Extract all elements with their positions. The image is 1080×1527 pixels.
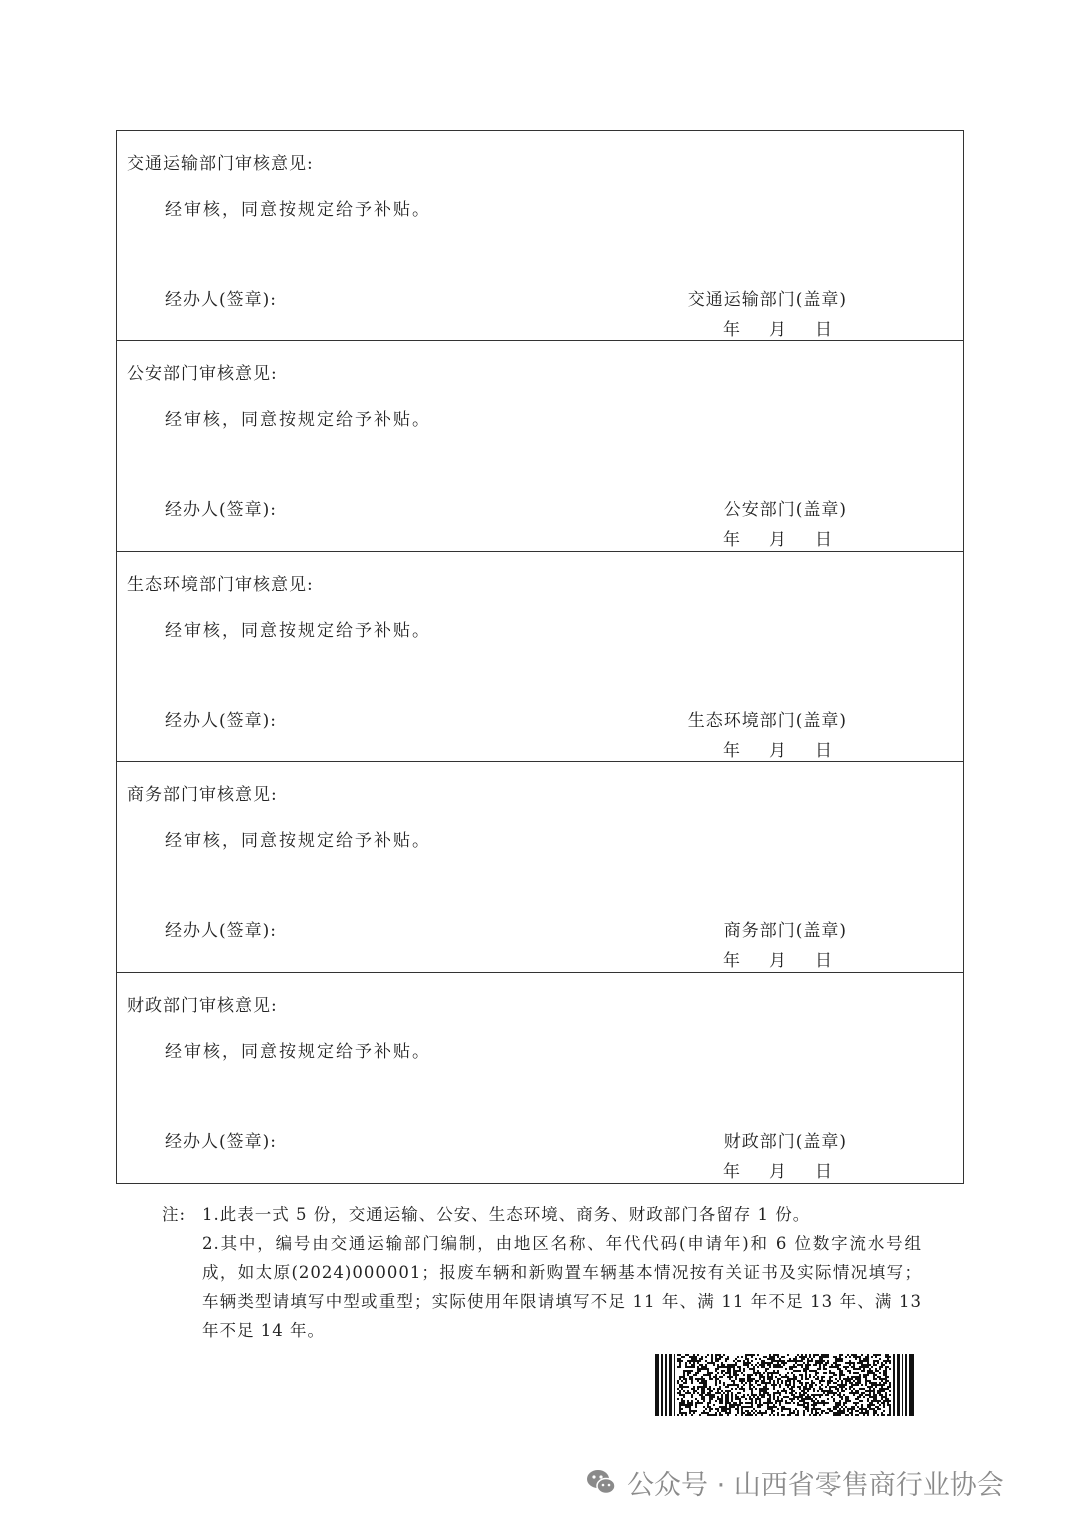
day-label: 日: [815, 740, 833, 761]
department-stamp-label: 商务部门(盖章): [723, 921, 847, 942]
handler-signature-label: 经办人(签章):: [165, 710, 277, 731]
review-section: [117, 341, 963, 551]
date-line: [723, 736, 833, 761]
date-line: [723, 315, 833, 340]
handler-signature-label: 经办人(签章):: [165, 290, 277, 310]
day-label: 日: [815, 320, 833, 340]
month-label: 月: [769, 740, 787, 761]
day-label: 日: [815, 1161, 833, 1182]
month-label: 月: [769, 320, 787, 340]
section-title: 财政部门审核意见:: [127, 995, 278, 1016]
handler-signature-label: 经办人(签章):: [165, 921, 277, 942]
department-stamp-label: 交通运输部门(盖章): [687, 290, 847, 310]
section-opinion: 经审核，同意按规定给予补贴。: [165, 410, 431, 431]
year-label: 年: [723, 530, 741, 551]
section-opinion: 经审核，同意按规定给予补贴。: [165, 831, 431, 852]
review-form-table: [116, 130, 964, 1184]
note-item: [162, 1229, 922, 1345]
section-opinion: 经审核，同意按规定给予补贴。: [165, 200, 431, 220]
date-line: [723, 525, 833, 550]
handler-signature-label: 经办人(签章):: [165, 500, 277, 521]
note-item: [162, 1200, 922, 1229]
handler-signature-label: 经办人(签章):: [165, 1131, 277, 1152]
day-label: 日: [815, 951, 833, 972]
year-label: 年: [723, 951, 741, 972]
year-label: 年: [723, 320, 741, 340]
department-stamp-label: 生态环境部门(盖章): [687, 710, 847, 731]
wechat-icon: [585, 1467, 617, 1497]
year-label: 年: [723, 1161, 741, 1182]
review-section: [117, 131, 963, 341]
watermark: [585, 1462, 1004, 1502]
watermark-text: 公众号 · 山西省零售商行业协会: [627, 1469, 1004, 1501]
department-stamp-label: 财政部门(盖章): [723, 1131, 847, 1152]
note-text: 2.其中，编号由交通运输部门编制，由地区名称、年代代码(申请年)和 6 位数字流水号组成，如太原(2024)000001；报废车辆和新购置车辆基本情况按有关证书及实际情况填写；车辆类型请填写中型或重型；实际使用年限请填写不足 11 年、满 11 年不足 13 年、满 13 年不足 14 年。: [202, 1234, 922, 1340]
review-section: [117, 762, 963, 972]
notes: [162, 1200, 922, 1345]
review-section: [117, 973, 963, 1183]
section-title: 交通运输部门审核意见:: [127, 154, 314, 174]
month-label: 月: [769, 1161, 787, 1182]
section-title: 公安部门审核意见:: [127, 364, 278, 385]
date-line: [723, 1157, 833, 1182]
section-opinion: 经审核，同意按规定给予补贴。: [165, 1041, 431, 1062]
notes-prefix: 注:: [162, 1205, 187, 1224]
month-label: 月: [769, 530, 787, 551]
month-label: 月: [769, 951, 787, 972]
2d-barcode: [655, 1354, 915, 1416]
section-title: 生态环境部门审核意见:: [127, 574, 314, 595]
note-text: 1.此表一式 5 份，交通运输、公安、生态环境、商务、财政部门各留存 1 份。: [202, 1205, 811, 1224]
department-stamp-label: 公安部门(盖章): [723, 500, 847, 521]
review-section: [117, 552, 963, 762]
date-line: [723, 946, 833, 971]
day-label: 日: [815, 530, 833, 551]
section-opinion: 经审核，同意按规定给予补贴。: [165, 620, 431, 641]
section-title: 商务部门审核意见:: [127, 785, 278, 806]
year-label: 年: [723, 740, 741, 761]
